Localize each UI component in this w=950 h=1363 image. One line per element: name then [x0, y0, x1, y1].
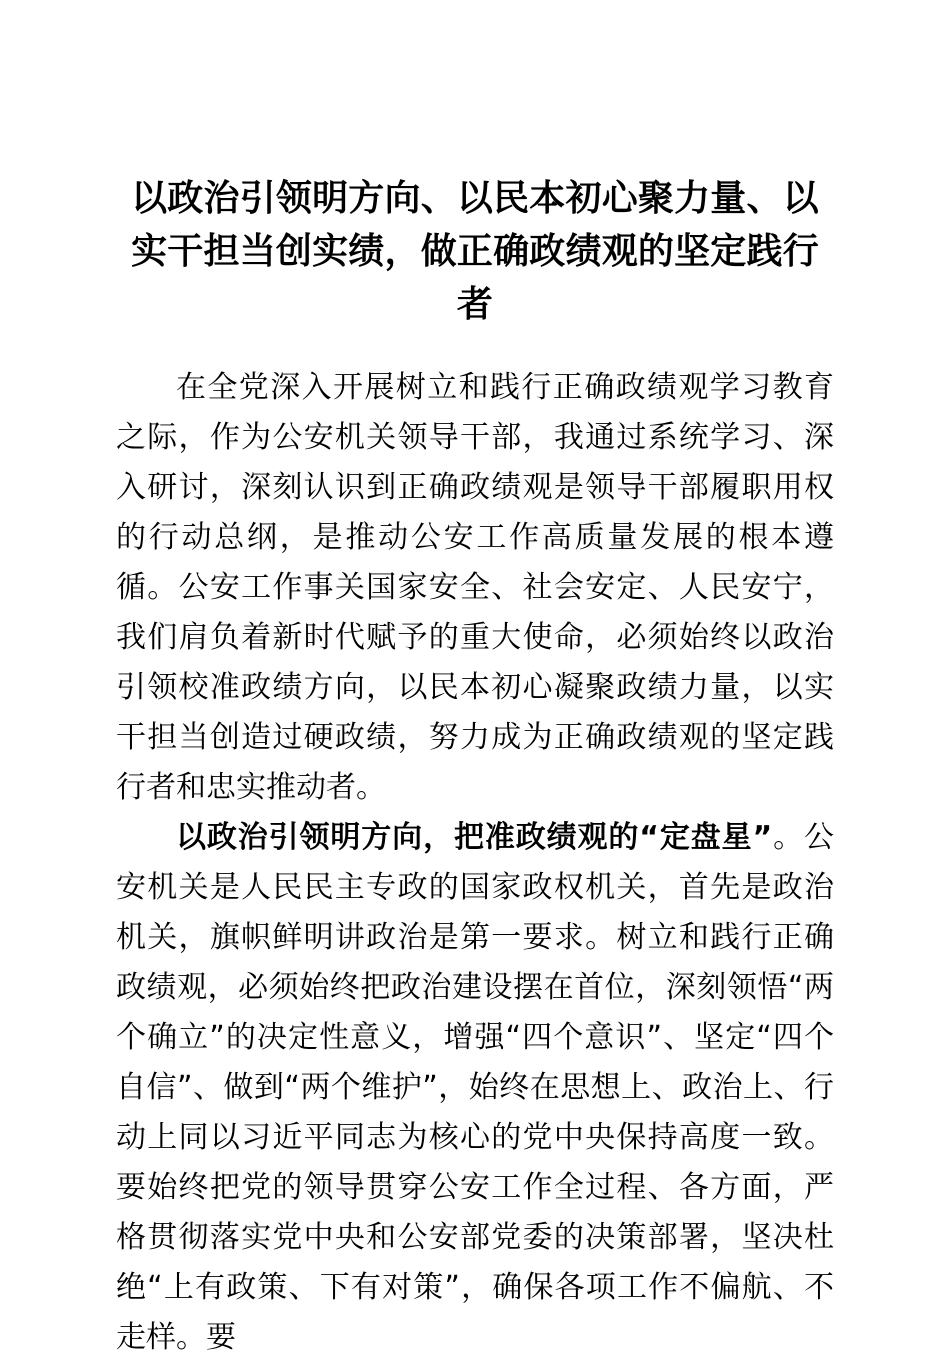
- paragraph-2-text: 。公安机关是人民民主专政的国家政权机关，首先是政治机关，旗帜鲜明讲政治是第一要求。树立和践行正确政绩观，必须始终把政治建设摆在首位，深刻领悟“两个确立”的决定性意义，增强“四个意识”、坚定“四个自信”、做到“两个维护”，始终在思想上、政治上、行动上同以习近平同志为核心的党中央保持高度一致。要始终把党的领导贯穿公安工作全过程、各方面，严格贯彻落实党中央和公安部党委的决策部署，坚决杜绝“上有政策、下有对策”，确保各项工作不偏航、不走样。要: [116, 820, 835, 1355]
- document-body: [116, 0, 834, 1363]
- paragraph-2: [116, 813, 834, 1363]
- paragraph-2-lead: 以政治引领明方向，把准政绩观的“定盘星”: [176, 820, 773, 855]
- paragraph-1-text: 在全党深入开展树立和践行正确政绩观学习教育之际，作为公安机关领导干部，我通过系统学习、深入研讨，深刻认识到正确政绩观是领导干部履职用权的行动总纲，是推动公安工作高质量发展的根本遵循。公安工作事关国家安全、社会安定、人民安宁，我们肩负着新时代赋予的重大使命，必须始终以政治引领校准政绩方向，以民本初心凝聚政绩力量，以实干担当创造过硬政绩，努力成为正确政绩观的坚定践行者和忠实推动者。: [116, 370, 834, 805]
- page-title: 以政治引领明方向、以民本初心聚力量、以实干担当创实绩，做正确政绩观的坚定践行者: [131, 178, 819, 325]
- paragraph-1: [116, 363, 834, 813]
